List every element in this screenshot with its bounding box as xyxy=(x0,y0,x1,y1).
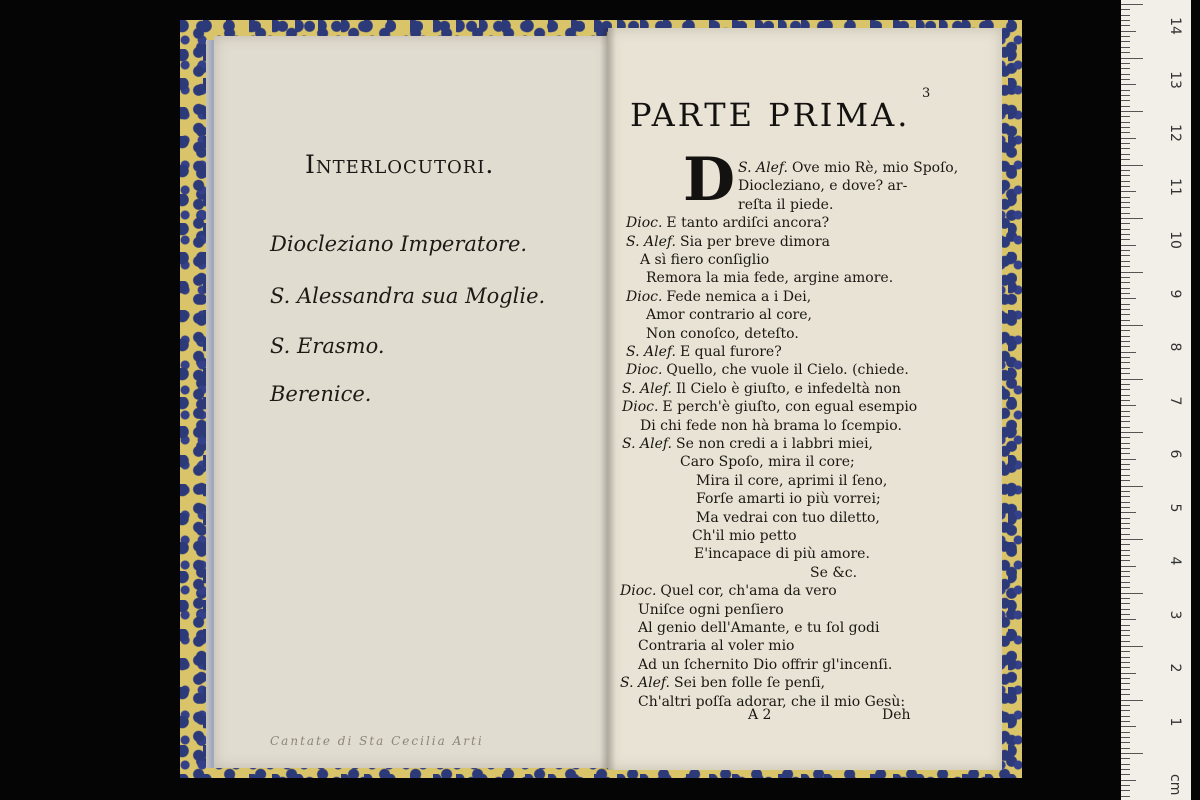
verse-text-span: Uniſce ogni penſiero xyxy=(638,601,784,618)
ruler-tick xyxy=(1121,673,1136,674)
ruler-tick xyxy=(1121,758,1130,759)
ruler-tick xyxy=(1121,700,1143,701)
ruler-tick xyxy=(1121,689,1130,690)
ruler-tick xyxy=(1121,122,1130,123)
ruler-tick xyxy=(1121,780,1136,781)
ruler-tick xyxy=(1121,389,1130,390)
handwritten-note: Cantate di Sta Cecilia Arti xyxy=(270,734,484,748)
verse-line xyxy=(646,307,812,323)
ruler-tick xyxy=(1121,651,1130,652)
verse-line xyxy=(638,620,879,636)
character-name: Diocleziano Imperatore. xyxy=(270,232,528,256)
ruler-tick xyxy=(1121,555,1130,556)
ruler-tick xyxy=(1121,293,1130,294)
ruler-tick xyxy=(1121,641,1130,642)
speaker-label: Dioc. xyxy=(626,288,663,305)
ruler-tick xyxy=(1121,202,1130,203)
ruler-tick xyxy=(1121,405,1136,406)
verse-text-span: Mira il core, aprimi il ſeno, xyxy=(696,472,888,489)
ruler-tick xyxy=(1121,544,1130,545)
ruler-tick xyxy=(1121,379,1143,380)
ruler-tick xyxy=(1121,512,1136,513)
ruler-tick xyxy=(1121,154,1130,155)
interlocutori-heading: Interlocutori. xyxy=(305,150,495,179)
signature-mark: A 2 xyxy=(748,707,772,723)
ruler-tick xyxy=(1121,646,1143,647)
character-name: Berenice. xyxy=(270,382,372,406)
ruler-tick xyxy=(1121,9,1130,10)
ruler-number: 7 xyxy=(1167,396,1183,405)
ruler-tick xyxy=(1121,486,1143,487)
verse-text-span: Contraria al voler mio xyxy=(638,638,795,655)
ruler-tick xyxy=(1121,421,1130,422)
verse-text-span: Sei ben folle ſe penſi, xyxy=(674,675,826,692)
character-name: S. Alessandra sua Moglie. xyxy=(270,284,546,308)
ruler-tick xyxy=(1121,373,1130,374)
speaker-label: S. Alef. xyxy=(622,436,672,452)
ruler-tick xyxy=(1121,181,1130,182)
verse-line xyxy=(694,546,870,562)
ruler-tick xyxy=(1121,84,1136,85)
ruler-tick xyxy=(1121,469,1130,470)
ruler-tick xyxy=(1121,384,1130,385)
ruler-tick xyxy=(1121,587,1130,588)
verse-text-span: E perch'è giuſto, con egual esempio xyxy=(662,399,918,416)
ruler-number: 1 xyxy=(1167,717,1183,726)
drop-capital: D xyxy=(683,145,736,215)
ruler-tick xyxy=(1121,667,1130,668)
ruler-tick xyxy=(1121,266,1130,267)
ruler-tick xyxy=(1121,4,1143,5)
ruler-tick xyxy=(1121,213,1130,214)
ruler-tick xyxy=(1121,282,1130,283)
verse-line xyxy=(696,510,880,526)
verse-line xyxy=(692,528,797,544)
verse-text-span: Non conoſco, deteſto. xyxy=(646,325,799,342)
ruler-tick xyxy=(1121,148,1130,149)
ruler-tick xyxy=(1121,95,1130,96)
speaker-label: Dioc. xyxy=(626,215,663,232)
ruler-tick xyxy=(1121,480,1130,481)
ruler-tick xyxy=(1121,753,1143,754)
verse-line xyxy=(638,657,892,673)
verse-line xyxy=(640,252,769,268)
verse-text-span: Remora la mia fede, argine amore. xyxy=(646,270,894,287)
ruler-tick xyxy=(1121,560,1130,561)
ruler-tick xyxy=(1121,20,1130,21)
ruler-tick xyxy=(1121,598,1130,599)
ruler-tick xyxy=(1121,518,1130,519)
ruler-tick xyxy=(1121,732,1130,733)
verse-text-span: Ch'il mio petto xyxy=(692,528,797,544)
verse-line xyxy=(622,381,901,397)
ruler-tick xyxy=(1121,614,1130,615)
ruler-tick xyxy=(1121,635,1130,636)
ruler-tick xyxy=(1121,609,1130,610)
ruler-tick xyxy=(1121,630,1130,631)
verse-line xyxy=(696,473,887,489)
verse-text-span: Fede nemica a i Dei, xyxy=(666,288,812,305)
ruler-tick xyxy=(1121,790,1130,791)
verse-line xyxy=(620,675,825,691)
ruler-tick xyxy=(1121,127,1130,128)
ruler-tick xyxy=(1121,234,1130,235)
ruler-tick xyxy=(1121,662,1130,663)
ruler-tick xyxy=(1121,63,1130,64)
ruler-tick xyxy=(1121,106,1130,107)
ruler-tick xyxy=(1121,31,1136,32)
verse-text-span: Quello, che vuole il Cielo. (chiede. xyxy=(666,362,909,379)
verse-line xyxy=(646,270,893,286)
parte-prima-heading: PARTE PRIMA. xyxy=(630,96,911,134)
speaker-label: S. Alef. xyxy=(622,380,672,397)
speaker-label: Dioc. xyxy=(626,362,663,379)
ruler-tick xyxy=(1121,475,1130,476)
verse-line xyxy=(626,289,811,305)
ruler-tick xyxy=(1121,726,1136,727)
ruler-number: 11 xyxy=(1167,177,1183,196)
verse-line xyxy=(738,178,907,194)
ruler-tick xyxy=(1121,603,1130,604)
ruler-tick xyxy=(1121,593,1143,594)
verse-line xyxy=(640,418,902,434)
ruler-tick xyxy=(1121,170,1130,171)
ruler-tick xyxy=(1121,15,1130,16)
ruler-tick xyxy=(1121,314,1130,315)
ruler-tick xyxy=(1121,683,1130,684)
ruler-tick xyxy=(1121,58,1143,59)
ruler-tick xyxy=(1121,582,1130,583)
ruler-tick xyxy=(1121,764,1130,765)
verse-text-span: A sì fiero conſiglio xyxy=(640,252,770,268)
speaker-label: S. Alef. xyxy=(738,160,788,176)
ruler-tick xyxy=(1121,352,1136,353)
ruler-tick xyxy=(1121,175,1130,176)
ruler-tick xyxy=(1121,223,1130,224)
ruler-tick xyxy=(1121,502,1130,503)
speaker-label: S. Alef. xyxy=(626,344,676,360)
verse-line xyxy=(622,399,917,415)
ruler-tick xyxy=(1121,207,1130,208)
ruler-tick xyxy=(1121,716,1130,717)
verse-line xyxy=(626,344,782,360)
ruler-number: 14 xyxy=(1167,17,1183,35)
ruler-tick xyxy=(1121,330,1130,331)
ruler-tick xyxy=(1121,619,1136,620)
ruler-tick xyxy=(1121,325,1143,326)
ruler-tick xyxy=(1121,52,1130,53)
ruler-tick xyxy=(1121,678,1130,679)
ruler-tick xyxy=(1121,796,1130,797)
ruler-tick xyxy=(1121,309,1130,310)
ruler-tick xyxy=(1121,138,1136,139)
ruler-tick xyxy=(1121,362,1130,363)
verse-line xyxy=(626,215,829,231)
ruler-tick xyxy=(1121,250,1130,251)
ruler-number: 2 xyxy=(1167,663,1183,673)
ruler-tick xyxy=(1121,571,1130,572)
verse-text-span: Diocleziano, e dove? ar- xyxy=(738,178,908,195)
verse-text-span: Sia per breve dimora xyxy=(680,233,831,250)
ruler-tick xyxy=(1121,742,1130,743)
ruler-tick xyxy=(1121,411,1130,412)
ruler-tick xyxy=(1121,261,1130,262)
verse-text-span: Di chi fede non hà brama lo ſcempio. xyxy=(640,417,902,434)
ruler-tick xyxy=(1121,437,1130,438)
verse-text-span: Ad un ſchernito Dio offrir gl'incenſi. xyxy=(638,656,893,673)
verse-text-span: reſta il piede. xyxy=(738,196,834,213)
verse-line xyxy=(626,362,909,378)
ruler-tick xyxy=(1121,159,1130,160)
ruler-tick xyxy=(1121,116,1130,117)
verse-text-span: Se &c. xyxy=(810,564,858,581)
ruler-number: 3 xyxy=(1167,610,1183,619)
ruler-tick xyxy=(1121,710,1130,711)
ruler-tick xyxy=(1121,448,1130,449)
ruler-tick xyxy=(1121,47,1130,48)
verse-text-span: E qual furore? xyxy=(680,344,782,360)
ruler-tick xyxy=(1121,245,1136,246)
ruler-tick xyxy=(1121,36,1130,37)
ruler-tick xyxy=(1121,197,1130,198)
verse-text-span: Ma vedrai con tuo diletto, xyxy=(696,509,880,526)
ruler-tick xyxy=(1121,453,1130,454)
ruler-number: 12 xyxy=(1167,124,1183,142)
ruler-tick xyxy=(1121,737,1130,738)
verse-text-span: Quel cor, ch'ama da vero xyxy=(660,583,837,600)
verse-line xyxy=(638,602,784,618)
ruler-tick xyxy=(1121,79,1130,80)
ruler-tick xyxy=(1121,523,1130,524)
speaker-label: Dioc. xyxy=(620,583,657,600)
ruler-tick xyxy=(1121,346,1130,347)
ruler-tick xyxy=(1121,464,1130,465)
ruler-tick xyxy=(1121,368,1130,369)
verse-line xyxy=(680,454,855,470)
ruler-tick xyxy=(1121,272,1143,273)
verse-line xyxy=(738,197,833,213)
ruler-tick xyxy=(1121,298,1136,299)
ruler-tick xyxy=(1121,90,1130,91)
ruler-tick xyxy=(1121,748,1130,749)
ruler-tick xyxy=(1121,694,1130,695)
verse-line xyxy=(638,694,905,710)
verse-text-span: Il Cielo è giuſto, e infedeltà non xyxy=(676,380,901,397)
ruler-tick xyxy=(1121,705,1130,706)
ruler-tick xyxy=(1121,100,1130,101)
ruler-tick xyxy=(1121,288,1130,289)
book-gutter xyxy=(600,28,616,770)
verse-line xyxy=(696,491,881,507)
ruler-tick xyxy=(1121,277,1130,278)
verse-line xyxy=(638,638,795,654)
ruler-tick xyxy=(1121,41,1130,42)
verse-text-span: Se non credi a i labbri miei, xyxy=(676,436,874,452)
ruler-tick xyxy=(1121,432,1143,433)
ruler-tick xyxy=(1121,785,1130,786)
verse-text-span: E'incapace di più amore. xyxy=(694,546,870,563)
ruler-tick xyxy=(1121,539,1143,540)
ruler-tick xyxy=(1121,320,1130,321)
verse-text-span: Al genio dell'Amante, e tu ſol godi xyxy=(638,620,880,636)
verse-line xyxy=(646,326,799,342)
ruler-tick xyxy=(1121,165,1143,166)
ruler-number: 4 xyxy=(1167,556,1183,566)
speaker-label: S. Alef. xyxy=(620,675,670,692)
verse-text-span: Caro Spoſo, mira il core; xyxy=(680,454,855,471)
ruler-tick xyxy=(1121,625,1130,626)
measuring-ruler xyxy=(1121,0,1191,800)
verse-text-span: Ch'altri poſſa adorar, che il mio Gesù: xyxy=(638,693,906,710)
ruler-tick xyxy=(1121,239,1130,240)
ruler-tick xyxy=(1121,566,1136,567)
verse-text-span: Forſe amarti io più vorrei; xyxy=(696,491,881,508)
verse-text-span: Ove mio Rè, mio Spoſo, xyxy=(792,160,959,176)
ruler-unit: cm xyxy=(1167,774,1183,796)
ruler-number: 8 xyxy=(1167,342,1183,352)
verse-text-span: E tanto ardiſci ancora? xyxy=(666,215,830,232)
ruler-tick xyxy=(1121,459,1136,460)
speaker-label: S. Alef. xyxy=(626,233,676,250)
ruler-tick xyxy=(1121,336,1130,337)
verse-line xyxy=(626,234,830,250)
ruler-tick xyxy=(1121,191,1136,192)
ruler-tick xyxy=(1121,111,1143,112)
ruler-tick xyxy=(1121,443,1130,444)
ruler-number: 10 xyxy=(1167,231,1183,249)
catchword: Deh xyxy=(882,707,911,723)
ruler-tick xyxy=(1121,218,1143,219)
ruler-tick xyxy=(1121,774,1130,775)
verse-line xyxy=(622,436,873,452)
ruler-tick xyxy=(1121,416,1130,417)
ruler-tick xyxy=(1121,400,1130,401)
verse-line xyxy=(620,583,837,599)
ruler-tick xyxy=(1121,186,1130,187)
verse-line xyxy=(810,565,857,581)
ruler-tick xyxy=(1121,576,1130,577)
ruler-tick xyxy=(1121,304,1130,305)
ruler-number: 5 xyxy=(1167,503,1183,512)
ruler-tick xyxy=(1121,357,1130,358)
ruler-tick xyxy=(1121,68,1130,69)
ruler-tick xyxy=(1121,769,1130,770)
ruler-tick xyxy=(1121,721,1130,722)
speaker-label: Dioc. xyxy=(622,399,659,416)
ruler-tick xyxy=(1121,25,1130,26)
ruler-tick xyxy=(1121,528,1130,529)
ruler-tick xyxy=(1121,657,1130,658)
ruler-number: 13 xyxy=(1167,70,1183,89)
character-name: S. Erasmo. xyxy=(270,334,385,358)
ruler-tick xyxy=(1121,507,1130,508)
ruler-tick xyxy=(1121,534,1130,535)
ruler-tick xyxy=(1121,395,1130,396)
ruler-tick xyxy=(1121,550,1130,551)
ruler-number: 9 xyxy=(1167,289,1183,298)
ruler-tick xyxy=(1121,132,1130,133)
ruler-number: 6 xyxy=(1167,449,1183,459)
verse-text-span: Amor contrario al core, xyxy=(646,307,812,324)
ruler-tick xyxy=(1121,341,1130,342)
ruler-tick xyxy=(1121,143,1130,144)
ruler-tick xyxy=(1121,427,1130,428)
ruler-tick xyxy=(1121,229,1130,230)
verse-line xyxy=(738,160,958,176)
ruler-tick xyxy=(1121,74,1130,75)
ruler-tick xyxy=(1121,496,1130,497)
ruler-tick xyxy=(1121,491,1130,492)
ruler-tick xyxy=(1121,255,1130,256)
page-number: 3 xyxy=(922,86,931,101)
